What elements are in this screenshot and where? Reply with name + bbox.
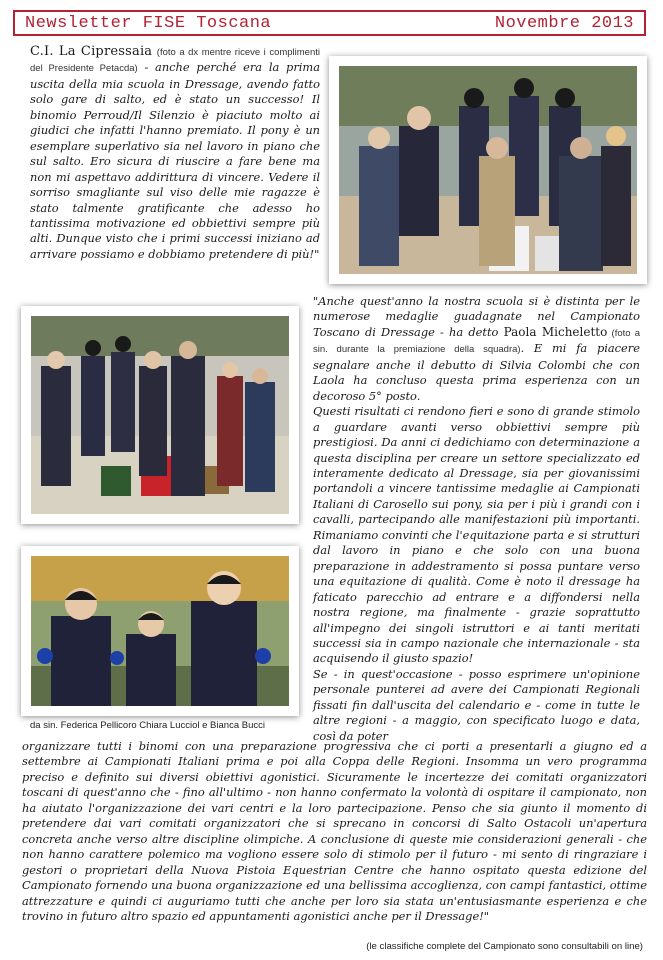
club-name: C.I. La Cipressaia (30, 44, 153, 59)
intro-photo-note: (foto a dx mentre riceve i complimenti del Presidente Petacda) (30, 47, 320, 75)
photo-team-awards (21, 306, 299, 524)
prize-ceremony-image (339, 66, 637, 274)
opinion-paragraph: Se - in quest'occasione - posso esprimere un'opinione personale punterei ad avere dei Campionati Regionali fissati fin dall'uscita del calendario e - come in tutte le altre regioni - a maggio, con specificato luogo e data, così da poter (313, 666, 640, 743)
team-awards-image (31, 316, 289, 514)
coach-name: Paola Micheletto (503, 324, 608, 339)
quote-paragraph (313, 294, 640, 404)
team-photo-note: (foto a sin. durante la premiazione della squadra) (313, 327, 641, 356)
rankings-footnote: (le classifiche complete del Campionato sono consultabili on line) (366, 941, 643, 952)
right-column-text (313, 294, 640, 744)
photo-young-riders (21, 546, 299, 716)
intro-text: - anche perché era la prima uscita della mia scuola in Dressage, avendo fatto solo gare di salto, ed è stato un successo! Il binomio Perroud/Il Silenzio è piaciuto molto ai giudici che infatti l'hanno premiato. Il pony è un esemplare superlativo sia nel lavoro in piano che sul salto. Ero sicura di riuscire a fare bene ma non mi aspettavo addirittura di vincere. Vedere il sorriso smagliante sul viso delle mie ragazze è stato talmente gratificante che adesso ho tantissima motivazione ed obbiettivi sempre più alti. Dunque visto che i primi successi iniziano ad arrivare possiamo e dobbiamo pretendere di più!" (30, 60, 320, 261)
young-riders-image (31, 556, 289, 706)
young-riders-caption: da sin. Federica Pellicoro Chiara Lucciol e Bianca Bucci (30, 720, 265, 731)
photo-prize-ceremony (329, 56, 647, 284)
quote-start: "Anche quest'anno la nostra scuola si è distinta per le numerose medaglie guadagnate nel Campionato Toscano di Dressage - ha detto (313, 294, 640, 339)
newsletter-header (13, 10, 646, 36)
issue-date: Novembre 2013 (494, 13, 634, 33)
quote-continued: . E mi fa piacere segnalare anche il debutto di Silvia Colombi che con Laola ha concluso questa prima esperienza con un decoroso 5° posto. (313, 341, 640, 403)
bottom-paragraph: organizzare tutti i binomi con una preparazione progressiva che ci porti a presentarli a giugno ed a settembre ai Campionati Italiani prima e poi alla Coppa delle Regioni. Insomma un vero programma preciso e definito sui diversi obiettivi agonistici. Sicuramente le incertezze dei comitati organizzatori toscani di quest'anno che - fino all'ultimo - non hanno confermato la volontà di ospitare il campionato, non ha aiutato l'organizzazione dei vari centri e la loro partecipazione. Penso che sia giunto il momento di pretendere dai vari comitati organizzatori che si sprecano in concorsi di Salto Ostacoli un'apertura concreta anche verso altre discipline olimpiche. A conclusione di queste mie considerazioni generali - che non hanno carattere polemico ma vogliono essere solo di stimolo per il futuro - mi sento di ringraziare i gestori o proprietari della Nuova Pistoia Equestrian Centre che hanno ospitato questa edizione del Campionato fornendo una buona organizzazione ed una bellissima accoglienza, con campi fantastici, ottime attrezzature e quindi ci auguriamo tutti che anche per loro sia stata un'entusiasmante esperienza e che trovino in futuro altro spazio ed appuntamenti agonistici anche per il Dressage!" (22, 739, 647, 923)
newsletter-title: Newsletter FISE Toscana (25, 13, 272, 33)
results-paragraph: Questi risultati ci rendono fieri e sono di grande stimolo a guardare avanti verso obbiettivi sempre più prestigiosi. Da anni ci dedichiamo con determinazione a questa disciplina per creare un settore specializzato ed interamente dedicato al Dressage, sia per giovanissimi portandoli a vincere tantissime medaglie ai Campionati Italiani di Carosello sui pony, sia per i più i grandi con i cavalli, partecipando alle manifestazioni più importanti. Rimaniamo convinti che l'equitazione parta e si strutturi dal lavoro in piano e che solo con una buona preparazione in addestramento si possa puntare verso una equitazione di qualità. Come è noto il dressage ha faticato parecchio ad entrare e a diffondersi nella nostra regione, ma finalmente - grazie soprattutto all'impegno dei singoli istruttori e ai tanti meritati successi sia in campo nazionale che internazionale - sta acquisendo il giusto spazio! (313, 404, 640, 666)
intro-paragraph (30, 44, 320, 262)
